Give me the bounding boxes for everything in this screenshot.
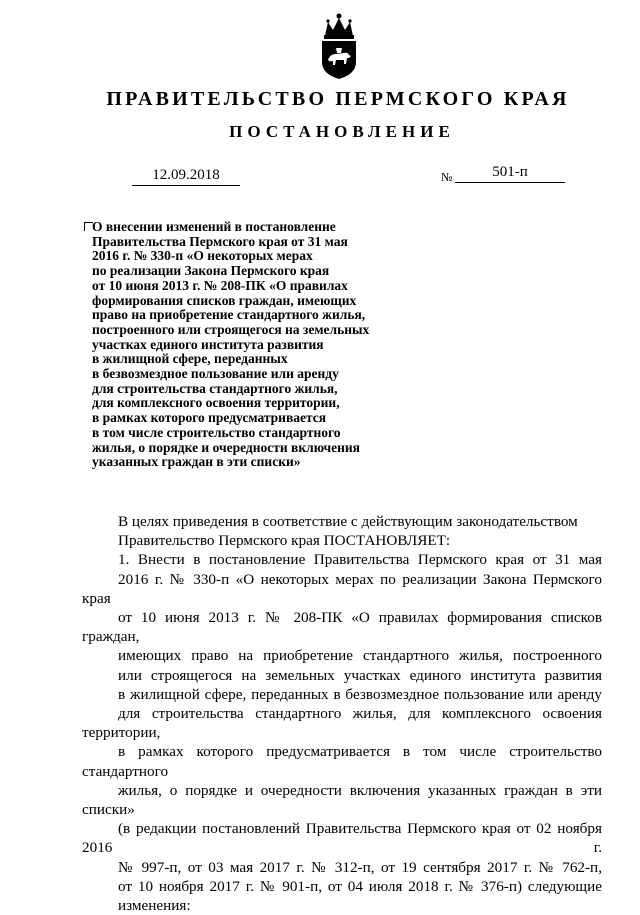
title-line: в том числе строительство стандартного <box>92 424 341 440</box>
document-body <box>82 512 602 915</box>
item-1-line: от 10 июня 2013 г. № 208-ПК «О правилах формирования списков граждан, <box>82 609 602 646</box>
title-line: в безвозмездное пользование или аренду <box>92 366 339 382</box>
document-title <box>92 220 412 470</box>
title-line: О внесении изменений в постановление <box>92 219 336 234</box>
resolution-clause: Правительство Пермского края ПОСТАНОВЛЯЕТ: <box>118 532 451 550</box>
number-label: № <box>441 170 453 184</box>
title-line: построенного или строящегося на земельных <box>92 321 370 337</box>
title-line: для комплексного освоения территории, <box>92 395 340 411</box>
title-line: участках единого института развития <box>92 336 324 352</box>
title-line: в жилищной сфере, переданных <box>92 351 288 367</box>
intro-paragraph: В целях приведения в соответствие с действующим законодательством <box>118 513 578 530</box>
item-1-line: № 997-п, от 03 мая 2017 г. № 312-п, от 19 сентября 2017 г. № 762-п, <box>118 858 602 876</box>
item-1-line: имеющих право на приобретение стандартного жилья, построенного <box>118 647 602 665</box>
document-type: ПОСТАНОВЛЕНИЕ <box>229 122 455 141</box>
title-line: право на приобретение стандартного жилья, <box>92 307 366 323</box>
document-date: 12.09.2018 <box>132 165 240 186</box>
government-name: ПРАВИТЕЛЬСТВО ПЕРМСКОГО КРАЯ <box>106 88 570 110</box>
item-1-line: (в редакции постановлений Правительства Пермского края от 02 ноября 2016 г. <box>82 820 602 857</box>
item-1-line: 2016 г. № 330-п «О некоторых мерах по реализации Закона Пермского края <box>82 570 602 607</box>
title-line: указанных граждан в эти списки» <box>92 454 301 470</box>
title-line: 2016 г. № 330-п «О некоторых мерах <box>92 248 313 264</box>
item-1-line: для строительства стандартного жилья, для комплексного освоения территории, <box>82 705 602 742</box>
title-line: жилья, о порядке и очередности включения <box>92 439 360 455</box>
perm-krai-coat-of-arms-icon <box>316 12 362 80</box>
title-line: для строительства стандартного жилья, <box>92 380 338 396</box>
document-number: 501-п <box>455 162 565 183</box>
item-1-line: жилья, о порядке и очередности включения указанных граждан в эти списки» <box>82 781 602 819</box>
title-line: формирования списков граждан, имеющих <box>92 292 357 308</box>
item-1-line: от 10 ноября 2017 г. № 901-п, от 04 июля 2018 г. № 376-п) следующие <box>118 877 602 895</box>
item-1-line: или строящегося на земельных участках единого института развития <box>118 666 602 684</box>
title-line: Правительства Пермского края от 31 мая <box>92 233 348 249</box>
title-line: в рамках которого предусматривается <box>92 410 327 426</box>
item-1-line: в рамках которого предусматривается в том числе строительство стандартного <box>82 743 602 780</box>
title-line: от 10 июня 2013 г. № 208-ПК «О правилах <box>92 277 348 293</box>
title-line: по реализации Закона Пермского края <box>92 263 330 279</box>
item-1-line: 1. Внести в постановление Правительства Пермского края от 31 мая <box>118 551 602 569</box>
item-1-line: изменения: <box>118 897 191 915</box>
item-1-line: в жилищной сфере, переданных в безвозмездное пользование или аренду <box>118 685 602 703</box>
item-1-paragraph <box>82 550 602 915</box>
